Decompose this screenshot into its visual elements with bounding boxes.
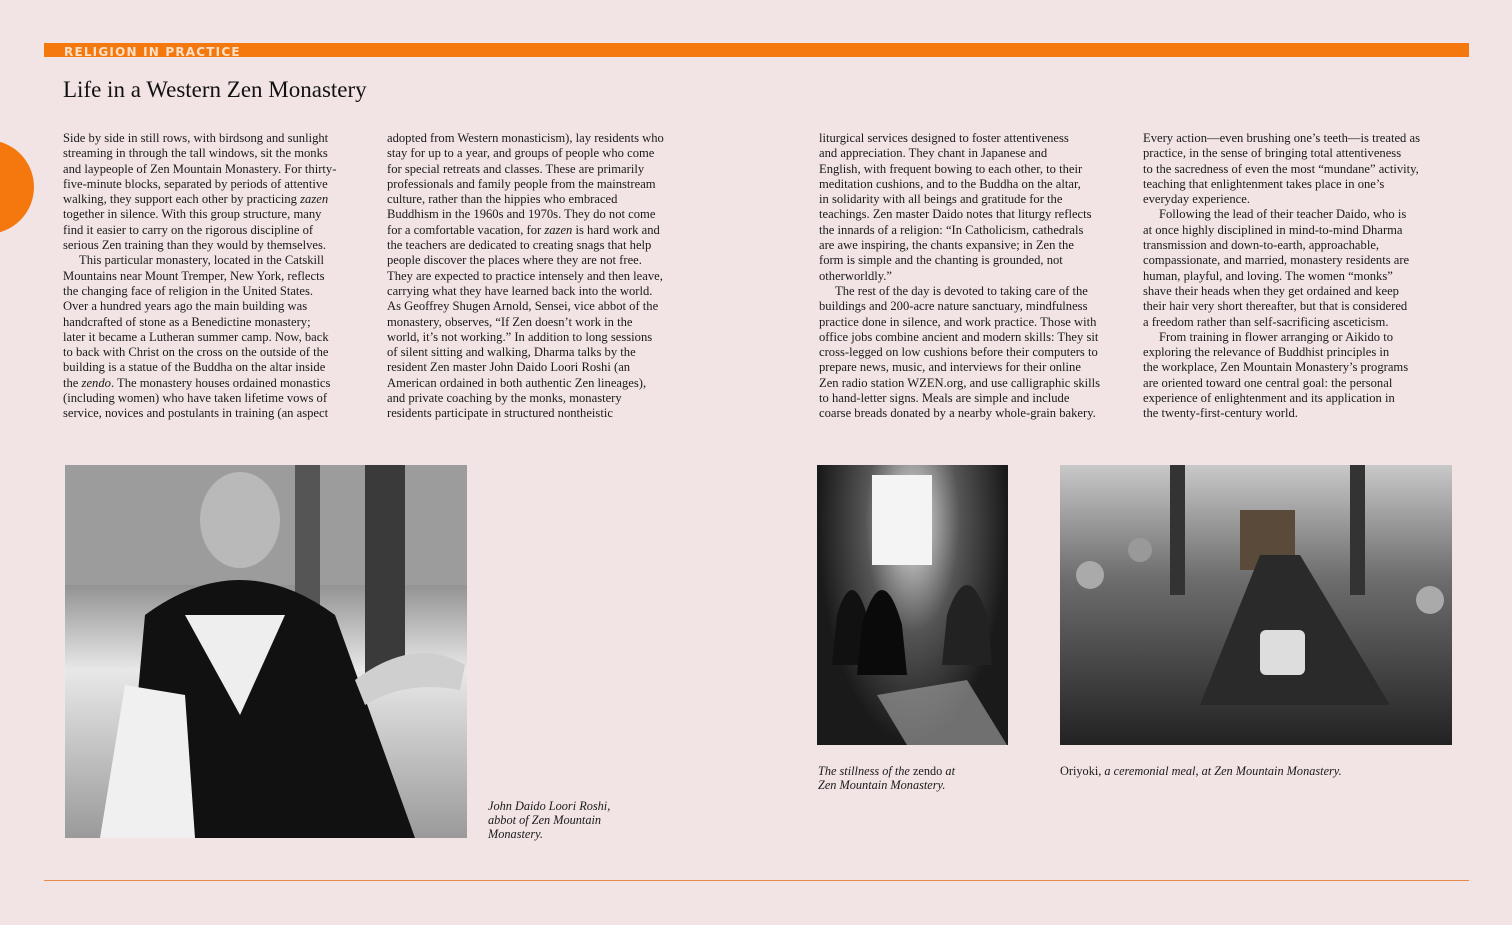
text-line: and private coaching by the monks, monastery <box>387 391 622 406</box>
text-line: Every action—even brushing one’s teeth—is treated as <box>1143 131 1420 145</box>
text-line: at once highly disciplined in mind-to-mind Dharma <box>1143 222 1403 237</box>
text-line: The rest of the day is devoted to taking care of the <box>835 283 1088 298</box>
text-line: teaching that enlightenment takes place in one’s <box>1143 176 1385 191</box>
text-line: the twenty-first-century world. <box>1143 406 1298 421</box>
section-header-bar <box>44 43 1469 57</box>
photo-zendo-illustration <box>817 465 1008 745</box>
text-line: practice, in the sense of bringing total attentiveness <box>1143 146 1402 161</box>
caption-oriyoki <box>1060 764 1342 778</box>
section-label: RELIGION IN PRACTICE <box>64 45 241 57</box>
text-line: later it became a Lutheran summer camp. Now, back <box>63 329 329 344</box>
caption-text: at <box>942 764 955 778</box>
text-line: to the sacredness of even the most “mundane” activity, <box>1143 161 1419 176</box>
text-line: Side by side in still rows, with birdsong and sunlight <box>63 131 329 145</box>
text-line: prepare news, music, and interviews for their online <box>819 360 1081 375</box>
text-line: the changing face of religion in the United States. <box>63 283 314 298</box>
text-line: resident Zen master John Daido Loori Roshi (an <box>387 360 631 375</box>
text-line: handcrafted of stone as a Benedictine monastery; <box>63 314 311 329</box>
text-line: are oriented toward one central goal: the personal <box>1143 375 1393 390</box>
text-line: culture, rather than the hippies who embraced <box>387 192 618 207</box>
text-line: to back with Christ on the cross on the outside of the <box>63 345 329 360</box>
text-line: adopted from Western monasticism), lay residents who <box>387 131 664 145</box>
text-line: their hair very short thereafter, but that is considered <box>1143 299 1408 314</box>
text-line: stay for up to a year, and groups of people who come <box>387 146 655 161</box>
article-title: Life in a Western Zen Monastery <box>63 77 367 102</box>
text-line: compassionate, and married, monastery residents are <box>1143 253 1410 268</box>
text-line: office jobs combine ancient and modern skills: They sit <box>819 329 1099 344</box>
text-line: experience of enlightenment and its application in <box>1143 391 1395 406</box>
photo-oriyoki <box>1060 465 1452 745</box>
text-line: English, with frequent bowing to each other, to their <box>819 161 1083 176</box>
text-line: liturgical services designed to foster attentiveness <box>819 131 1069 145</box>
text-column-1 <box>63 131 393 422</box>
text-line: in solidarity with all beings and gratitude for the <box>819 192 1063 207</box>
text-line: meditation cushions, and to the Buddha on the altar, <box>819 176 1081 191</box>
text-line: of silent sitting and walking, Dharma talks by the <box>387 345 636 360</box>
text-line: teachings. Zen master Daido notes that liturgy reflects <box>819 207 1092 222</box>
text-line: everyday experience. <box>1143 192 1250 207</box>
text-line: form is simple and the chanting is grounded, not <box>819 253 1063 268</box>
text-line: for a comfortable vacation, for zazen is hard work and <box>387 222 660 237</box>
text-line: service, novices and postulants in training (an aspect <box>63 406 329 421</box>
photo-roshi-illustration <box>65 465 467 838</box>
text-line: cross-legged on low cushions before their computers to <box>819 345 1098 360</box>
caption-line: Monastery. <box>488 827 543 841</box>
caption-term: zendo <box>912 764 943 778</box>
text-line: human, playful, and loving. The women “monks” <box>1143 268 1393 283</box>
text-line: buildings and 200-acre nature sanctuary, mindfulness <box>819 299 1088 314</box>
text-line: practice done in silence, and work practice. Those with <box>819 314 1097 329</box>
text-line: and appreciation. They chant in Japanese and <box>819 146 1048 161</box>
text-line: shave their heads when they get ordained and keep <box>1143 283 1399 298</box>
caption-zendo <box>818 764 955 792</box>
text-line: Over a hundred years ago the main building was <box>63 299 308 314</box>
text-line: They are expected to practice intensely and then leave, <box>387 268 663 283</box>
italic-term: zazen <box>300 192 329 207</box>
text-line: the zendo. The monastery houses ordained monastics <box>63 375 331 390</box>
text-line: a freedom rather than self-sacrificing asceticism. <box>1143 314 1389 329</box>
text-line: otherworldly.” <box>819 268 892 283</box>
text-line: professionals and family people from the mainstream <box>387 176 656 191</box>
photo-oriyoki-illustration <box>1060 465 1452 745</box>
text-line: together in silence. With this group structure, many <box>63 207 322 222</box>
text-line: exploring the relevance of Buddhist principles in <box>1143 345 1390 360</box>
italic-term: zazen <box>544 222 573 237</box>
text-line: From training in flower arranging or Aikido to <box>1159 329 1393 344</box>
text-line: Zen radio station WZEN.org, and use calligraphic skills <box>819 375 1101 390</box>
text-line: and laypeople of Zen Mountain Monastery. For thirty- <box>63 161 337 176</box>
text-line: coarse breads donated by a nearby whole-grain bakery. <box>819 406 1096 421</box>
text-line: the teachers are dedicated to creating snags that help <box>387 238 652 253</box>
text-line: for special retreats and classes. These are primarily <box>387 161 645 176</box>
text-line: This particular monastery, located in the Catskill <box>79 253 325 268</box>
text-line: Buddhism in the 1960s and 1970s. They do not come <box>387 207 656 222</box>
text-line: find it easier to carry on the rigorous discipline of <box>63 222 314 237</box>
text-line: streaming in through the tall windows, sit the monks <box>63 146 328 161</box>
text-line: the workplace, Zen Mountain Monastery’s programs <box>1143 360 1409 375</box>
text-column-2 <box>387 131 717 422</box>
caption-line: John Daido Loori Roshi, <box>488 799 611 813</box>
text-line: walking, they support each other by practicing zazen <box>63 192 329 207</box>
text-line: the innards of a religion: “In Catholicism, cathedrals <box>819 222 1084 237</box>
text-line: residents participate in structured nontheistic <box>387 406 613 421</box>
text-line: world, it’s not working.” In addition to long sessions <box>387 329 653 344</box>
caption-roshi <box>488 799 610 841</box>
text-line: Following the lead of their teacher Daido, who is <box>1159 207 1407 222</box>
caption-text: , a ceremonial meal, at Zen Mountain Monastery. <box>1098 764 1342 778</box>
text-line: are awe inspiring, the chants expansive; in Zen the <box>819 238 1074 253</box>
text-line: people discover the places where they are not free. <box>387 253 642 268</box>
text-column-4 <box>1143 131 1473 422</box>
text-line: Mountains near Mount Tremper, New York, reflects <box>63 268 325 283</box>
caption-line: Zen Mountain Monastery. <box>818 778 946 792</box>
photo-roshi <box>65 465 467 838</box>
caption-line: abbot of Zen Mountain <box>488 813 602 827</box>
page-edge-tab <box>0 140 34 234</box>
italic-term: zendo <box>81 375 111 390</box>
text-line: As Geoffrey Shugen Arnold, Sensei, vice abbot of the <box>387 299 659 314</box>
text-column-3 <box>819 131 1149 422</box>
caption-term: Oriyoki <box>1060 764 1099 778</box>
text-line: transmission and down-to-earth, approachable, <box>1143 238 1380 253</box>
photo-zendo <box>817 465 1008 745</box>
text-line: monastery, observes, “If Zen doesn’t work in the <box>387 314 633 329</box>
text-line: to hand-letter signs. Meals are simple and include <box>819 391 1070 406</box>
footer-rule <box>44 880 1469 881</box>
text-line: carrying what they have learned back into the world. <box>387 283 653 298</box>
caption-text: The stillness of the <box>818 764 913 778</box>
text-line: American ordained in both authentic Zen lineages), <box>387 375 647 390</box>
text-line: five-minute blocks, separated by periods of attentive <box>63 176 328 191</box>
text-line: (including women) who have taken lifetime vows of <box>63 391 328 406</box>
text-line: serious Zen training than they would by themselves. <box>63 238 327 253</box>
text-line: building is a statue of the Buddha on the altar inside <box>63 360 326 375</box>
